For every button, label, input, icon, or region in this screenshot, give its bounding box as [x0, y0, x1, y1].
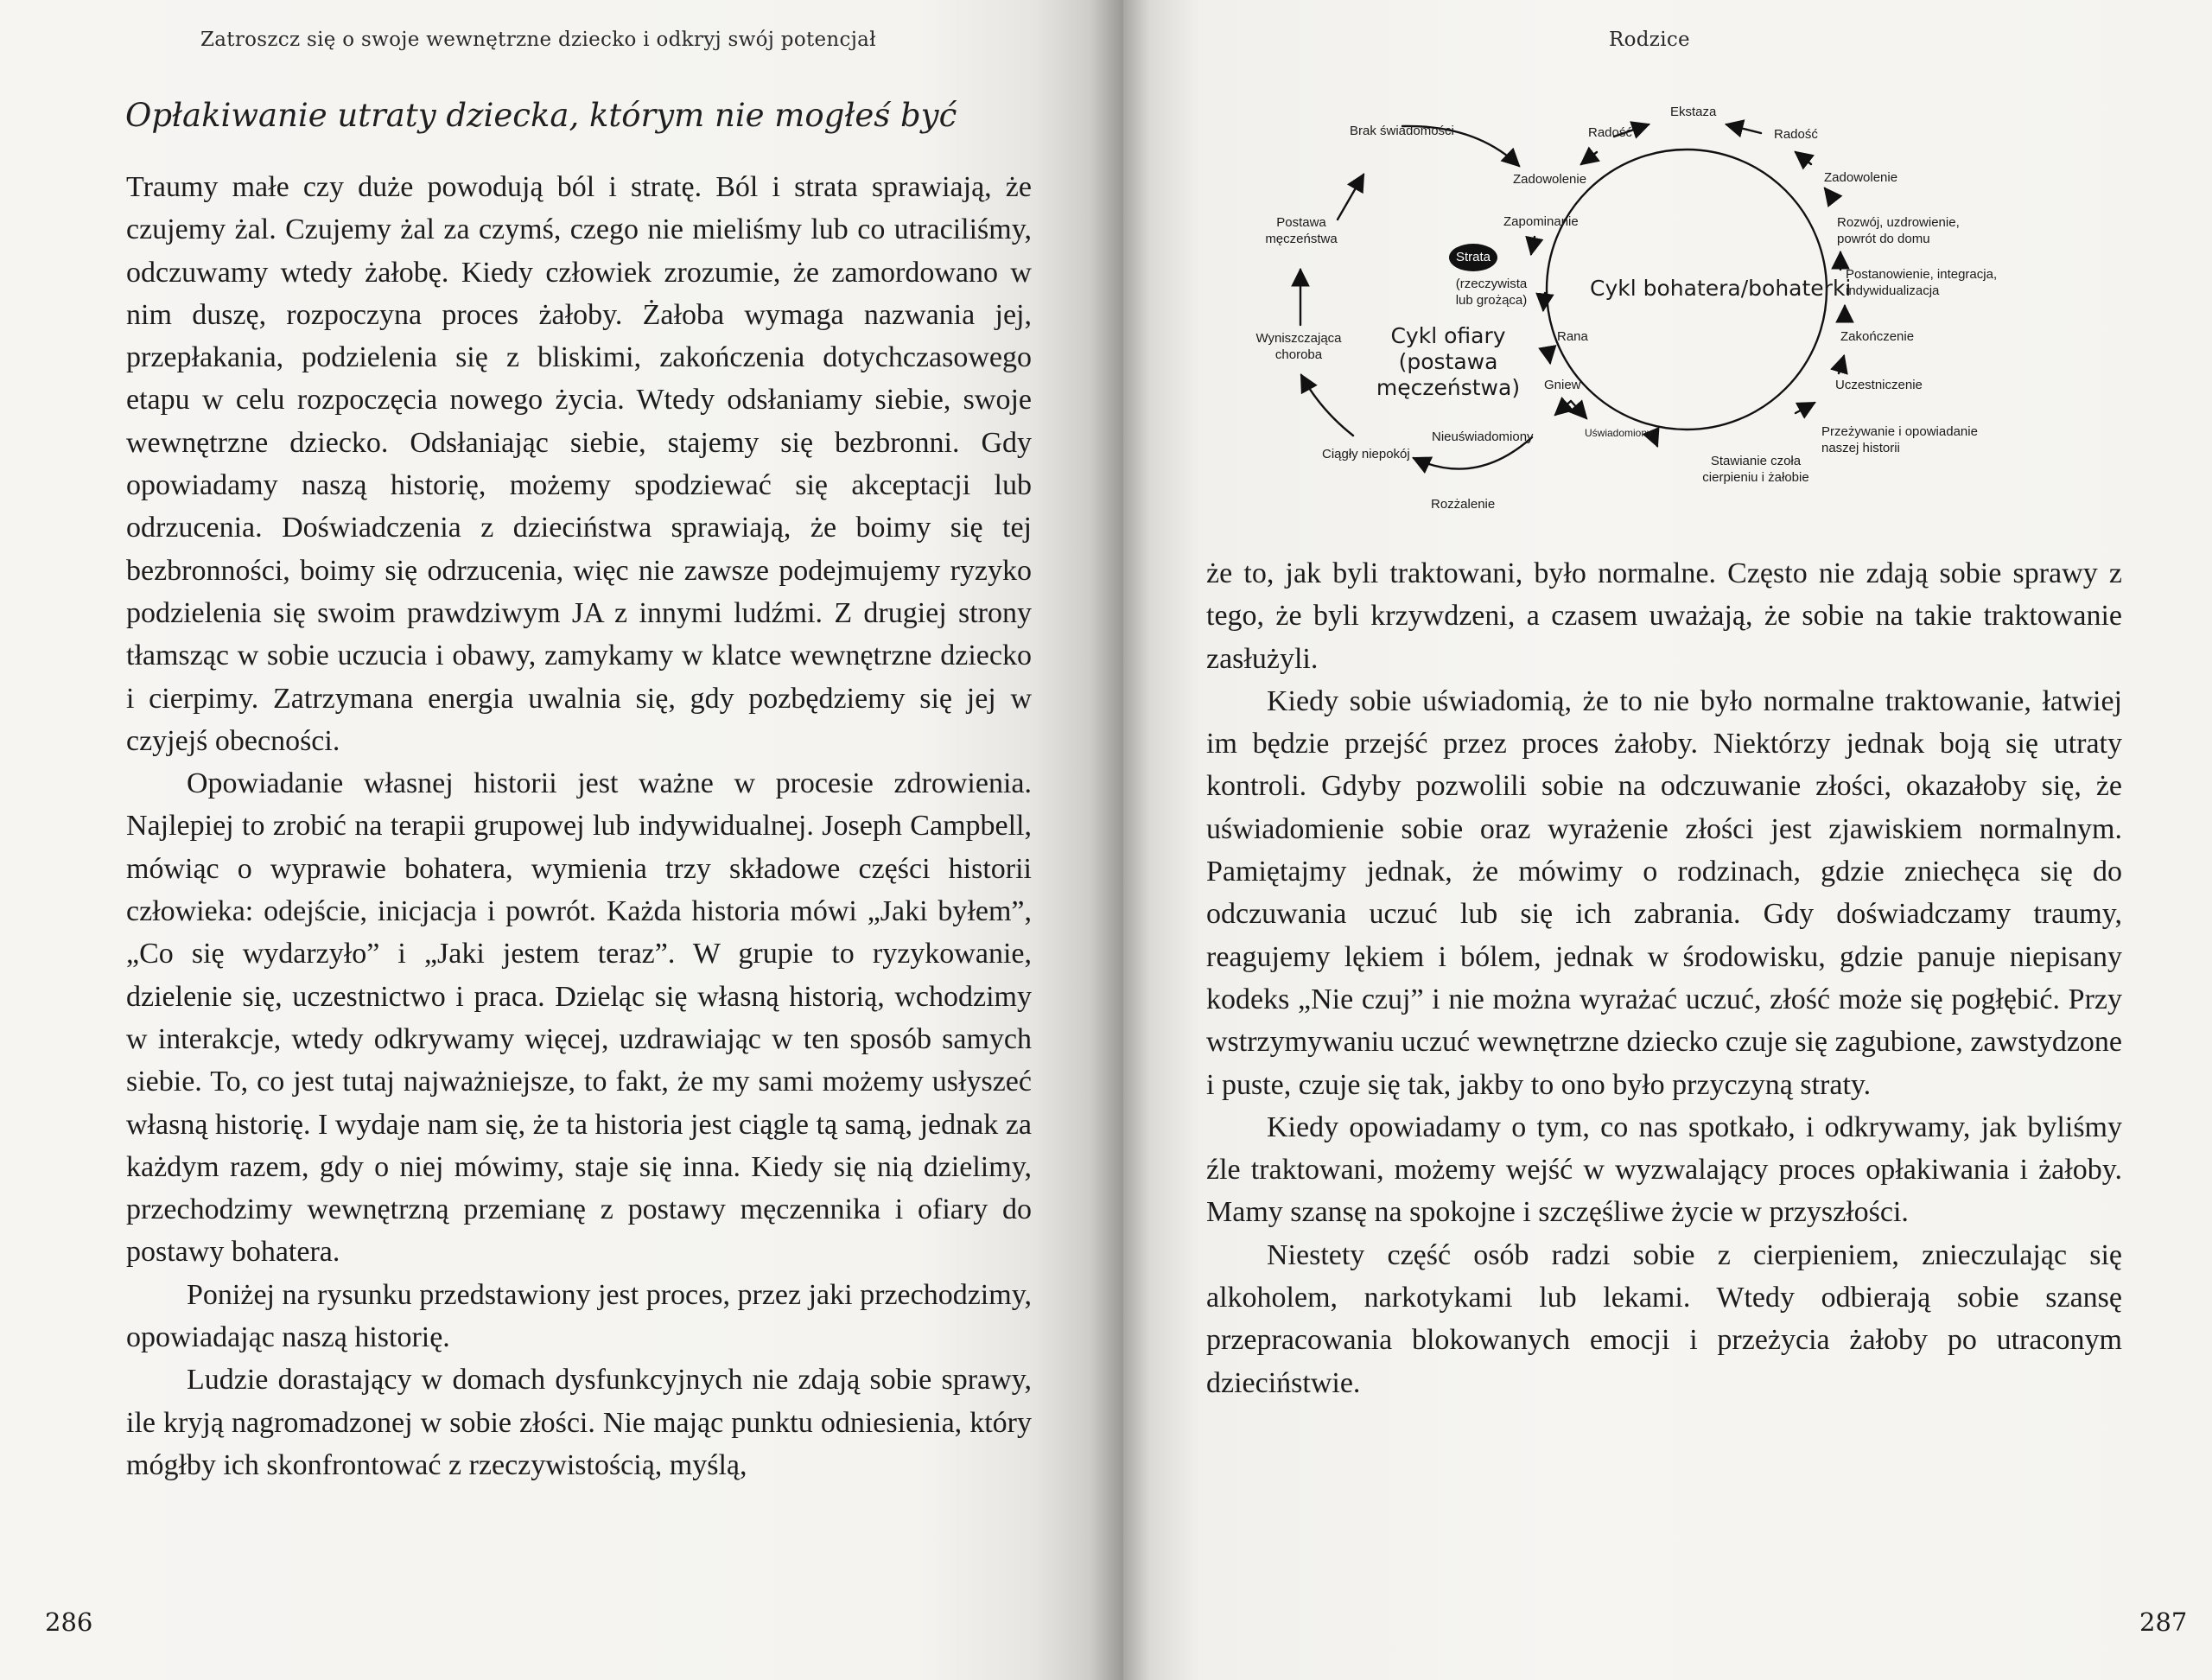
arrow-to-wyniszczajaca [1301, 375, 1353, 436]
paragraph: Kiedy sobie uświadomią, że to nie było normalne traktowanie, łatwiej im będzie przejść przez proces żałoby. Niektórzy jednak boją się utraty kontroli. Gdyby pozwolili sobie na odczuwanie złości, okazałoby się, że uświadomienie sobie oraz wyrażenie złości jest zjawiskiem normalnym. Pamiętajmy jednak, że mówimy o rodzinach, gdzie zniechęca się do odczuwania uczuć lub się ich zabrania. Gdy doświadczamy traumy, reagujemy lękiem i bólem, jednak w środowisku, gdzie panuje niepisany kodeks „Nie czuj” i nie można wyrażać uczuć, złość może się pogłębić. Przy wstrzymywaniu uczuć wewnętrzne dziecko czuje się zagubione, zawstydzone i puste, czuje się tak, jakby to ono było przyczyną straty. [1206, 684, 2122, 1101]
label-nieuswiadomiony: Nieuświadomiony [1432, 430, 1534, 444]
label-stawianie-czola: Stawianie czoła cierpieniu i żałobie [1702, 454, 1809, 485]
running-head: Rodzice [1609, 29, 1690, 51]
label-przezywanie: Przeżywanie i opowiadanie naszej historii [1821, 424, 1978, 455]
arrow-strata-rana [1543, 293, 1545, 310]
label-brak-swiadomosci: Brak świadomości [1350, 124, 1454, 138]
arrow-zapominanie [1531, 237, 1535, 254]
arrow-uswiadomiony-stawianie [1653, 436, 1657, 446]
label-rozzalenie: Rozżalenie [1431, 497, 1496, 512]
arrow-gniew-uswiadomiony [1571, 401, 1586, 418]
label-zakonczenie: Zakończenie [1840, 329, 1915, 344]
label-rana: Rana [1557, 329, 1588, 344]
right-page [1123, 0, 2212, 1680]
paragraph: Traumy małe czy duże powodują ból i stratę. Ból i strata sprawiają, że czujemy żal. Czujemy żal za czymś, czego nie mieliśmy lub co utraciliśmy, odczuwamy wtedy żałobę. Kiedy człowiek zrozumie, że zamordowano w nim duszę, rozpoczyna proces żałoby. Żałoba wymaga nazwania jej, przepłakania, podzielenia się z bliskimi, zakończenia dotychczasowego etapu w celu rozpoczęcia nowego życia. Wtedy odsłaniamy siebie, swoje wewnętrzne dziecko. Odsłaniając siebie, stajemy się bezbronni. Gdy opowiadamy naszą historię, możemy spodziewać się akceptacji lub odrzucenia. Doświadczenia z dzieciństwa sprawiają, że boimy się tej bezbronności, boimy się odrzucenia, więc nie zawsze podejmujemy ryzyko podzielenia się swoim prawdziwym JA z innymi ludźmi. Z drugiej strony tłamsząc w sobie uczucia i obawy, zamykamy w klatce wewnętrzne dziecko i cierpimy. Zatrzymana energia uwalnia się, gdy pozbędziemy się jej w czyjejś obecności. [126, 171, 1032, 757]
label-gniew: Gniew [1544, 378, 1581, 392]
label-uswiadomiony: Uświadomiony [1585, 427, 1653, 439]
label-radosc-right: Radość [1774, 127, 1818, 142]
label-strata-note: (rzeczywista lub grożąca) [1455, 277, 1528, 308]
label-postanowienie: Postanowienie, integracja, indywidualizacja [1846, 267, 1998, 298]
hero-cycle-title: Cykl bohatera/bohaterki [1590, 276, 1852, 301]
arrow-uczestniczenie [1839, 356, 1844, 373]
label-rozwoj: Rozwój, uzdrowienie, powrót do domu [1837, 215, 1960, 246]
paragraph: Niestety część osób radzi sobie z cierpieniem, znieczulając się alkoholem, narkotykami lub lekami. Wtedy odbierają sobie szansę przepracowania blokowanych emocji i przeżycia żałoby po utraconym dzieciństwie. [1206, 1238, 2122, 1399]
label-wyniszczajaca-choroba: Wyniszczająca choroba [1255, 331, 1342, 362]
label-zapominanie: Zapominanie [1503, 214, 1579, 229]
label-ciagly-niepokoj: Ciągły niepokój [1322, 447, 1410, 461]
cycle-diagram [1191, 99, 2055, 513]
arrow-rozwoj [1825, 188, 1834, 200]
paragraph: że to, jak byli traktowani, było normalne. Często nie zdają sobie sprawy z tego, że byli krzywdzeni, a czasem uważają, że sobie na takie traktowanie zasłużyli. [1206, 557, 2122, 675]
arrow-to-brak [1338, 175, 1363, 220]
paragraph: Kiedy opowiadamy o tym, co nas spotkało, i odkrywamy, jak byliśmy źle traktowani, możemy wejść w wyzwalający proces opłakiwania i żałoby. Mamy szansę na spokojne i szczęśliwe życie w przyszłości. [1206, 1110, 2122, 1229]
arrow-nieuswiadomiony [1555, 401, 1571, 415]
label-uczestniczenie: Uczestniczenie [1835, 378, 1923, 392]
section-title: Opłakiwanie utraty dziecka, którym nie mogłeś być [125, 97, 957, 134]
label-zadowolenie-right: Zadowolenie [1824, 170, 1898, 185]
label-radosc-left: Radość [1588, 125, 1632, 140]
paragraph: Poniżej na rysunku przedstawiony jest proces, przez jaki przechodzimy, opowiadając naszą historię. [126, 1278, 1032, 1354]
page-number: 286 [45, 1607, 93, 1637]
page-number: 287 [2139, 1607, 2188, 1637]
running-head: Zatroszcz się o swoje wewnętrzne dziecko i odkryj swój potencjał [200, 29, 876, 51]
label-postawa-meczenstwa: Postawa męczeństwa [1265, 215, 1338, 246]
arrow-ekstaza-radosc [1726, 124, 1761, 133]
arrow-rana-gniew [1548, 347, 1550, 363]
victim-cycle-title: Cykl ofiary (postawa męczeństwa) [1376, 323, 1521, 400]
arrow-przezywanie [1796, 403, 1815, 413]
label-zadowolenie-left: Zadowolenie [1513, 172, 1587, 187]
arrow-zadowolenie-radosc [1796, 152, 1811, 164]
label-ekstaza: Ekstaza [1670, 105, 1717, 119]
left-body-text [126, 166, 1032, 1486]
arrow-to-zadowolenie-left [1581, 152, 1597, 164]
right-body-text [1206, 552, 2122, 1404]
strata-badge: Strata [1449, 244, 1497, 271]
paragraph: Ludzie dorastający w domach dysfunkcyjnych nie zdają sobie sprawy, ile kryją nagromadzonej w sobie złości. Nie mając punktu odniesienia, który mógłby ich skonfrontować z rzeczywistością, myślą, [126, 1364, 1032, 1481]
paragraph: Opowiadanie własnej historii jest ważne w procesie zdrowienia. Najlepiej to zrobić na terapii grupowej lub indywidualnej. Joseph Campbell, mówiąc o wyprawie bohatera, wymienia trzy składowe części historii człowieka: odejście, inicjacja i powrót. Każda historia mówi „Jaki byłem”, „Co się wydarzyło” i „Jaki jestem teraz”. W grupie to ryzykowanie, dzielenie się, uczestnictwo i praca. Dzieląc się własną historią, wchodzimy w interakcje, wtedy odkrywamy więcej, uzdrawiając w ten sposób samych siebie. To, co jest tutaj najważniejsze, to fakt, że my sami możemy usłyszeć własną historię. I wydaje nam się, że ta historia jest ciągle tą samą, jednak za każdym razem, gdy o niej mówimy, staje się inna. Kiedy się nią dzielimy, przechodzimy wewnętrzną przemianę z postawy męczennika i ofiary do postawy bohatera. [126, 767, 1032, 1269]
